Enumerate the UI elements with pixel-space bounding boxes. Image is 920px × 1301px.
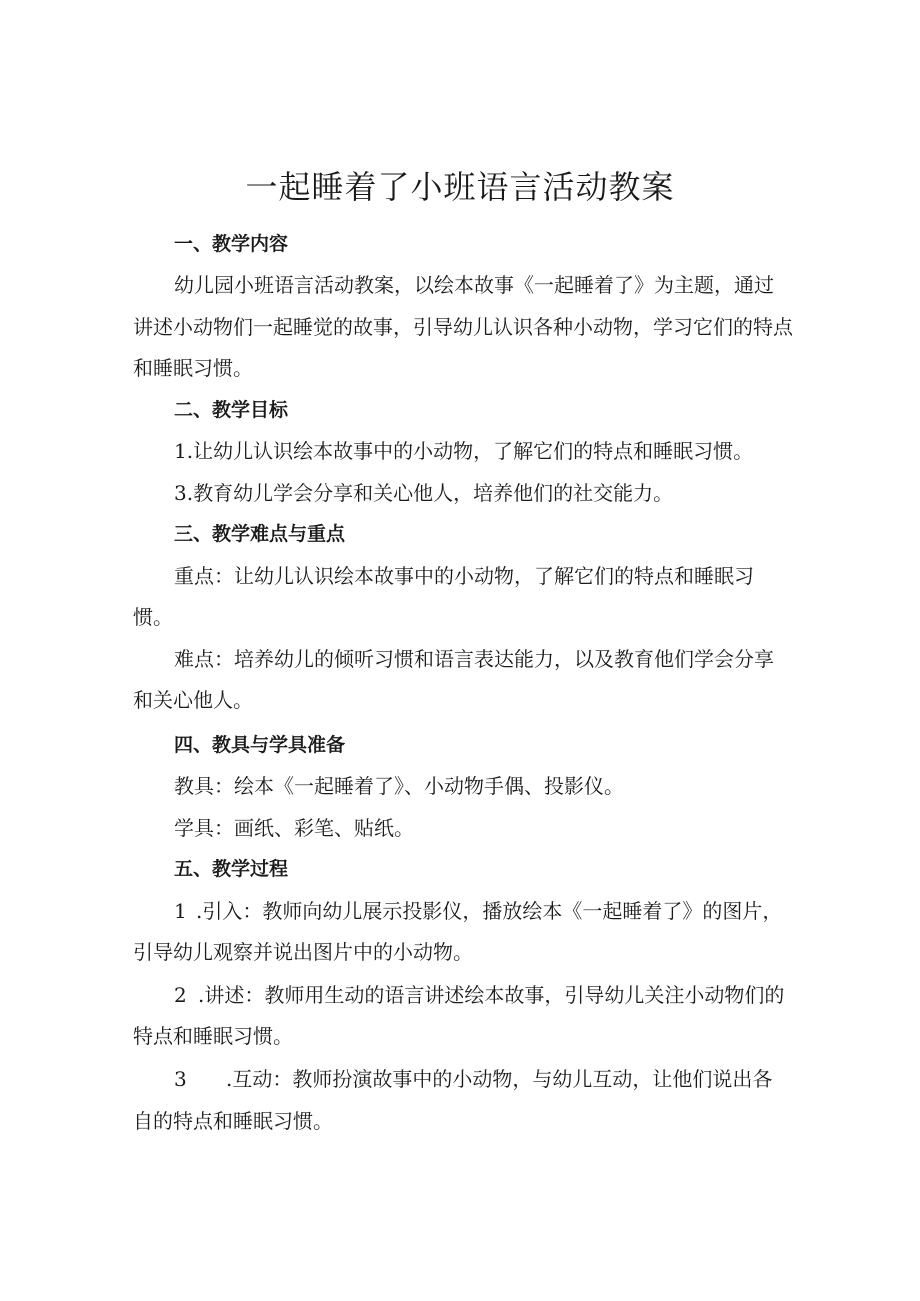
learning-aids: 学具：画纸、彩笔、贴纸。 <box>174 816 414 840</box>
step-text: .引入：教师向幼儿展示投影仪，播放绘本《一起睡着了》的图片， <box>196 899 783 923</box>
difficulty-line-1: 难点：培养幼儿的倾听习惯和语言表达能力，以及教育他们学会分享 <box>174 647 774 671</box>
step-text: .讲述：教师用生动的语言讲述绘本故事，引导幼儿关注小动物们的 <box>198 983 785 1007</box>
section-heading-content: 一、教学内容 <box>174 233 289 255</box>
section-heading-key-points: 三、教学难点与重点 <box>174 523 346 545</box>
document-title: 一起睡着了小班语言活动教案 <box>245 168 675 206</box>
step-number: 3 <box>174 1067 187 1091</box>
difficulty-line-2: 和关心他人。 <box>133 688 253 712</box>
goal-item-3: 3.教育幼儿学会分享和关心他人，培养他们的社交能力。 <box>174 481 674 505</box>
process-step-3-line-2: 自的特点和睡眠习惯。 <box>133 1109 333 1133</box>
section-heading-process: 五、教学过程 <box>174 858 289 880</box>
step-number: 1 <box>174 899 187 923</box>
content-paragraph-line-1: 幼儿园小班语言活动教案，以绘本故事《一起睡着了》为主题，通过 <box>174 273 774 297</box>
process-step-1-line-1 <box>174 897 782 925</box>
section-heading-goals: 二、教学目标 <box>174 399 289 421</box>
process-step-2-line-1 <box>174 981 784 1009</box>
teaching-aids: 教具：绘本《一起睡着了》、小动物手偶、投影仪。 <box>174 774 624 798</box>
key-point-line-1: 重点：让幼儿认识绘本故事中的小动物，了解它们的特点和睡眠习 <box>174 564 754 588</box>
key-point-line-2: 惯。 <box>133 605 173 629</box>
content-paragraph-line-3: 和睡眠习惯。 <box>133 356 253 380</box>
step-text: .互动：教师扮演故事中的小动物，与幼儿互动，让他们说出各 <box>226 1067 773 1091</box>
goal-item-1: 1.让幼儿认识绘本故事中的小动物，了解它们的特点和睡眠习惯。 <box>174 439 754 463</box>
content-paragraph-line-2: 讲述小动物们一起睡觉的故事，引导幼儿认识各种小动物，学习它们的特点 <box>133 315 793 339</box>
process-step-3-line-1 <box>174 1065 772 1093</box>
step-number: 2 <box>174 983 187 1007</box>
process-step-1-line-2: 引导幼儿观察并说出图片中的小动物。 <box>133 940 473 964</box>
process-step-2-line-2: 特点和睡眠习惯。 <box>133 1024 293 1048</box>
section-heading-preparation: 四、教具与学具准备 <box>174 734 346 756</box>
